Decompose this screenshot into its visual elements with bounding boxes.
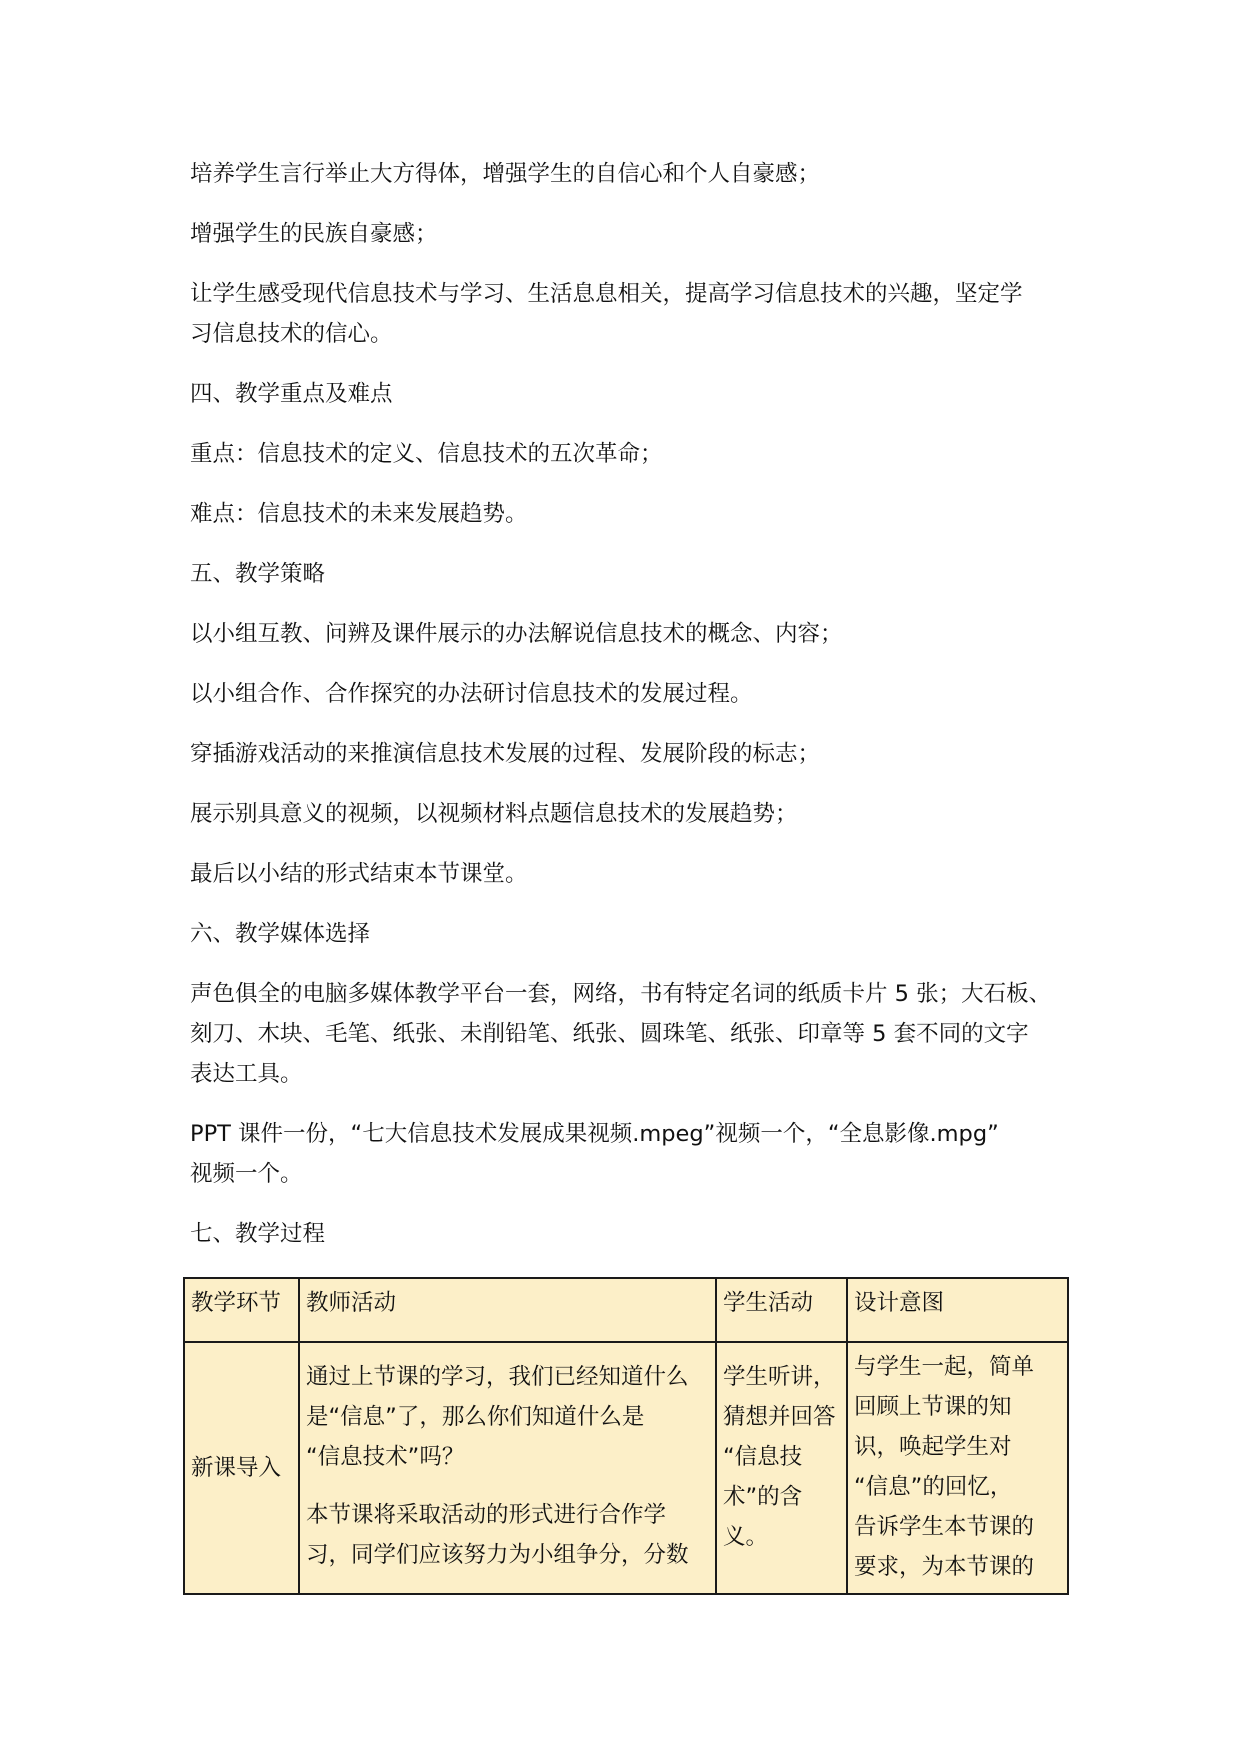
paragraph-strategy-2 [190, 674, 1070, 714]
text-line: 穿插游戏活动的来推演信息技术发展的过程、发展阶段的标志； [190, 741, 821, 767]
text-line: 最后以小结的形式结束本节课堂。 [190, 861, 528, 887]
teacher-paragraph-2 [306, 1495, 709, 1575]
text-line: “信息技 [723, 1444, 803, 1470]
paragraph-strategy-1 [190, 614, 1070, 654]
text-line: 告诉学生本节课的 [854, 1514, 1035, 1540]
text-line: 让学生感受现代信息技术与学习、生活息息相关，提高学习信息技术的兴趣，坚定学 [190, 281, 1023, 307]
text-line: 四、教学重点及难点 [190, 381, 393, 407]
text-line: 视频一个。 [190, 1161, 303, 1187]
text-line: 声色俱全的电脑多媒体教学平台一套，网络，书有特定名词的纸质卡片 5 张；大石板、 [190, 981, 1052, 1007]
text-line: 以小组互教、问辨及课件展示的办法解说信息技术的概念、内容； [190, 621, 843, 647]
text-line: 以小组合作、合作探究的办法研讨信息技术的发展过程。 [190, 681, 753, 707]
header-student-activity: 学生活动 [716, 1278, 847, 1342]
table-header-row [184, 1278, 1068, 1342]
text-line: “信息”的回忆， [854, 1474, 1013, 1500]
paragraph-difficult-point [190, 494, 1070, 534]
header-design-intent: 设计意图 [847, 1278, 1068, 1342]
header-stage: 教学环节 [184, 1278, 299, 1342]
text-line: 七、教学过程 [190, 1221, 326, 1247]
text-line: 五、教学策略 [190, 561, 326, 587]
text-line: 与学生一起，简单 [854, 1354, 1035, 1380]
text-line: 刻刀、木块、毛笔、纸张、未削铅笔、纸张、圆珠笔、纸张、印章等 5 套不同的文字 [190, 1021, 1029, 1047]
cell-teacher-activity [299, 1342, 716, 1594]
section-heading-6 [190, 914, 1070, 954]
cell-design-intent [847, 1342, 1068, 1594]
paragraph-strategy-5 [190, 854, 1070, 894]
text-line: 猜想并回答 [723, 1404, 836, 1430]
text-line: 是“信息”了，那么你们知道什么是 [306, 1404, 645, 1430]
paragraph-media-2 [190, 1114, 1070, 1194]
text-line: 六、教学媒体选择 [190, 921, 371, 947]
paragraph-1 [190, 154, 1070, 194]
text-line: 通过上节课的学习，我们已经知道什么 [306, 1364, 689, 1390]
section-heading-7 [190, 1214, 1070, 1254]
cell-stage [184, 1342, 299, 1594]
text-line: 回顾上节课的知 [854, 1394, 1012, 1420]
text-line: 增强学生的民族自豪感； [190, 221, 438, 247]
text-line: 难点：信息技术的未来发展趋势。 [190, 501, 528, 527]
stage-label: 新课导入 [191, 1455, 282, 1481]
text-line: 术”的含 [723, 1484, 803, 1510]
text-line: 表达工具。 [190, 1061, 303, 1087]
text-line: 展示别具意义的视频，以视频材料点题信息技术的发展趋势； [190, 801, 798, 827]
cell-student-activity [716, 1342, 847, 1594]
paragraph-strategy-4 [190, 794, 1070, 834]
paragraph-key-point [190, 434, 1070, 474]
text-line: 识，唤起学生对 [854, 1434, 1012, 1460]
paragraph-strategy-3 [190, 734, 1070, 774]
text-line: 习信息技术的信心。 [190, 321, 393, 347]
text-line: 本节课将采取活动的形式进行合作学 [306, 1502, 667, 1528]
text-line: PPT 课件一份，“七大信息技术发展成果视频.mpeg”视频一个，“全息影像.mpg” [190, 1121, 999, 1147]
section-heading-4 [190, 374, 1070, 414]
text-line: 要求，为本节课的 [854, 1554, 1035, 1580]
header-teacher-activity: 教师活动 [299, 1278, 716, 1342]
text-line: 重点：信息技术的定义、信息技术的五次革命； [190, 441, 663, 467]
text-line: 培养学生言行举止大方得体，增强学生的自信心和个人自豪感； [190, 161, 821, 187]
paragraph-2 [190, 214, 1070, 254]
text-line: 义。 [723, 1524, 769, 1550]
text-line: 习，同学们应该努力为小组争分，分数 [306, 1542, 689, 1568]
teacher-paragraph-1 [306, 1357, 709, 1477]
section-heading-5 [190, 554, 1070, 594]
text-line: “信息技术”吗？ [306, 1444, 465, 1470]
paragraph-3 [190, 274, 1070, 354]
paragraph-media-1 [190, 974, 1070, 1094]
teaching-process-table [183, 1277, 1069, 1595]
table-row [184, 1342, 1068, 1594]
text-line: 学生听讲， [723, 1364, 836, 1390]
